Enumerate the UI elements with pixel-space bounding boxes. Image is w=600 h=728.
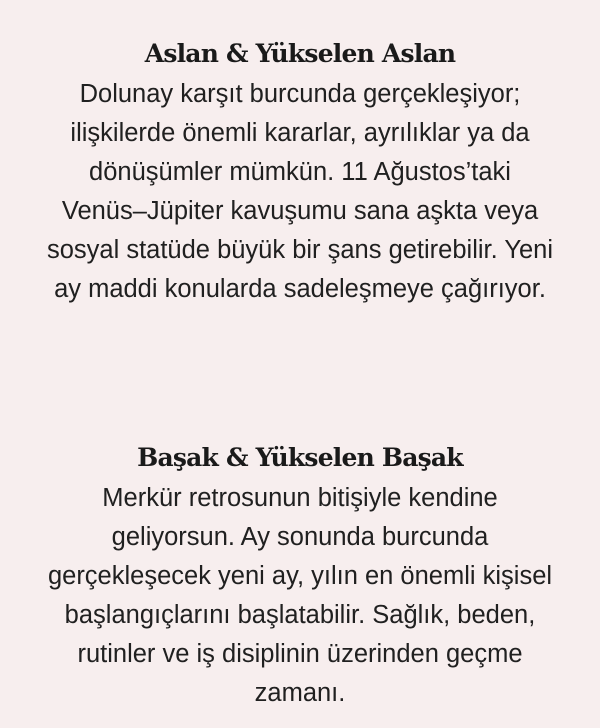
body-line: gerçekleşecek yeni ay, yılın en önemli kişisel [47, 562, 553, 590]
body-line: zamanı. [254, 679, 346, 707]
horoscope-section-basak [0, 437, 600, 713]
section-heading: Aslan & Yükselen Aslan [144, 39, 456, 68]
body-line: dönüşümler mümkün. 11 Ağustos’taki [89, 158, 511, 186]
body-line: Venüs–Jüpiter kavuşumu sana aşkta veya [61, 197, 539, 225]
section-body [0, 479, 600, 713]
horoscope-section-aslan [0, 33, 600, 309]
body-line: ay maddi konularda sadeleşmeye çağırıyor. [54, 275, 546, 303]
body-line: geliyorsun. Ay sonunda burcunda [111, 523, 489, 551]
body-line: rutinler ve iş disiplinin üzerinden geçme [77, 640, 523, 668]
section-body [0, 75, 600, 309]
body-line: ilişkilerde önemli kararlar, ayrılıklar ya da [70, 119, 530, 147]
section-heading: Başak & Yükselen Başak [137, 443, 463, 472]
body-line: Merkür retrosunun bitişiyle kendine [102, 484, 498, 512]
body-line: Dolunay karşıt burcunda gerçekleşiyor; [79, 80, 521, 108]
body-line: başlangıçlarını başlatabilir. Sağlık, beden, [64, 601, 536, 629]
body-line: sosyal statüde büyük bir şans getirebilir. Yeni [46, 236, 554, 264]
